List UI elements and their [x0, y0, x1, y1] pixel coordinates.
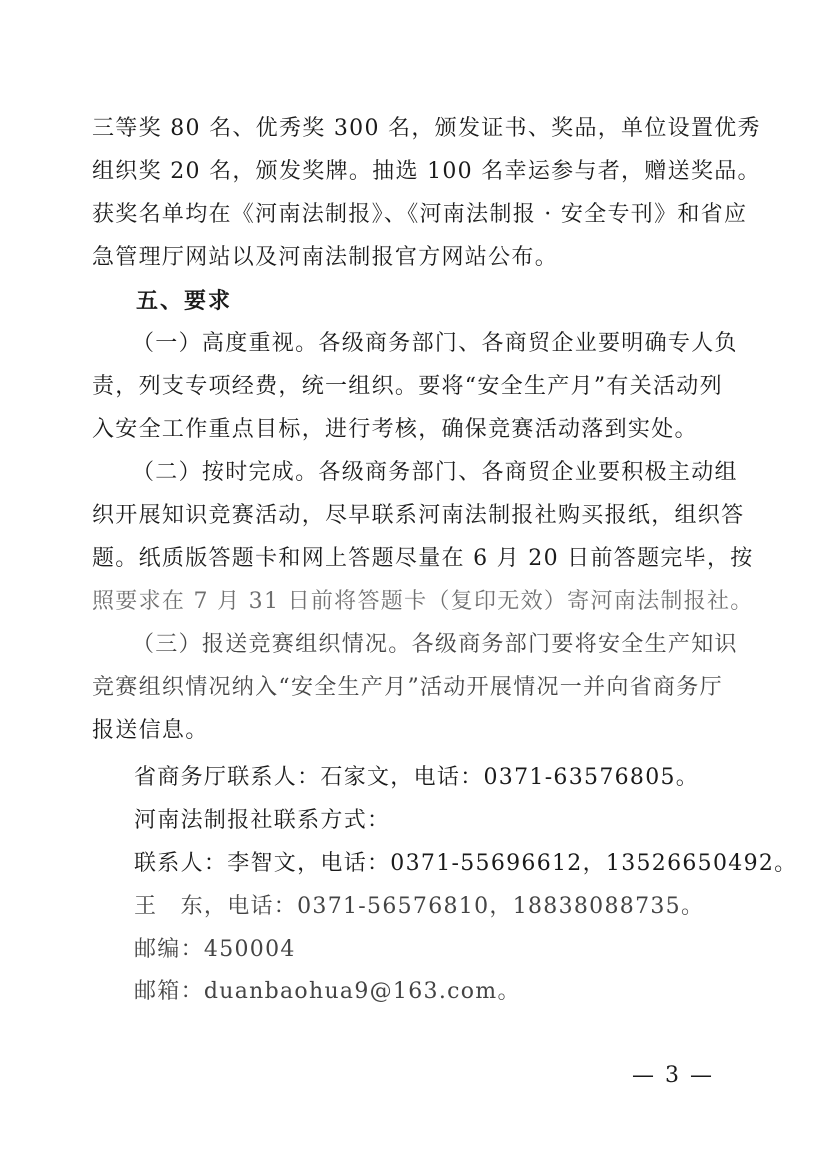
contact-person-1: 联系人：李智文，电话：0371-55696612，13526650492。 — [134, 851, 798, 876]
email: 邮箱：duanbaohua9@163.com。 — [134, 979, 521, 1004]
awards-line-1: 三等奖 80 名、优秀奖 300 名，颁发证书、奖品，单位设置优秀 — [92, 116, 761, 141]
contact-person-2: 王 东，电话：0371-56576810，18838088735。 — [134, 894, 705, 919]
postcode: 邮编：450004 — [134, 937, 296, 962]
awards-line-2: 组织奖 20 名，颁发奖牌。抽选 100 名幸运参与者，赠送奖品。 — [92, 159, 761, 184]
requirement-2-line-3: 题。纸质版答题卡和网上答题尽量在 6 月 20 日前答题完毕，按 — [92, 546, 754, 571]
requirement-3-line-3: 报送信息。 — [92, 718, 209, 743]
newspaper-contact-heading: 河南法制报社联系方式： — [134, 808, 391, 833]
requirement-3-line-1: （三）报送竞赛组织情况。各级商务部门要将安全生产知识 — [132, 632, 738, 657]
awards-line-3: 获奖名单均在《河南法制报》、《河南法制报 · 安全专刊》和省应 — [92, 202, 748, 227]
requirement-2-line-2: 织开展知识竞赛活动，尽早联系河南法制报社购买报纸，组织答 — [92, 503, 745, 528]
requirement-1-line-2: 责，列支专项经费，统一组织。要将“安全生产月”有关活动列 — [92, 374, 723, 399]
page-number: — 3 — — [632, 1063, 714, 1088]
dept-contact: 省商务厅联系人：石家文，电话：0371-63576805。 — [134, 765, 700, 790]
section-heading: 五、要求 — [136, 288, 233, 314]
requirement-1-line-1: （一）高度重视。各级商务部门、各商贸企业要明确专人负 — [132, 331, 738, 356]
awards-line-4: 急管理厅网站以及河南法制报官方网站公布。 — [92, 245, 559, 270]
requirement-2-line-1: （二）按时完成。各级商务部门、各商贸企业要积极主动组 — [132, 460, 738, 485]
requirement-3-line-2: 竞赛组织情况纳入“安全生产月”活动开展情况一并向省商务厅 — [92, 675, 723, 700]
requirement-1-line-3: 入安全工作重点目标，进行考核，确保竞赛活动落到实处。 — [92, 417, 698, 442]
requirement-2-line-4: 照要求在 7 月 31 日前将答题卡（复印无效）寄河南法制报社。 — [92, 589, 754, 614]
